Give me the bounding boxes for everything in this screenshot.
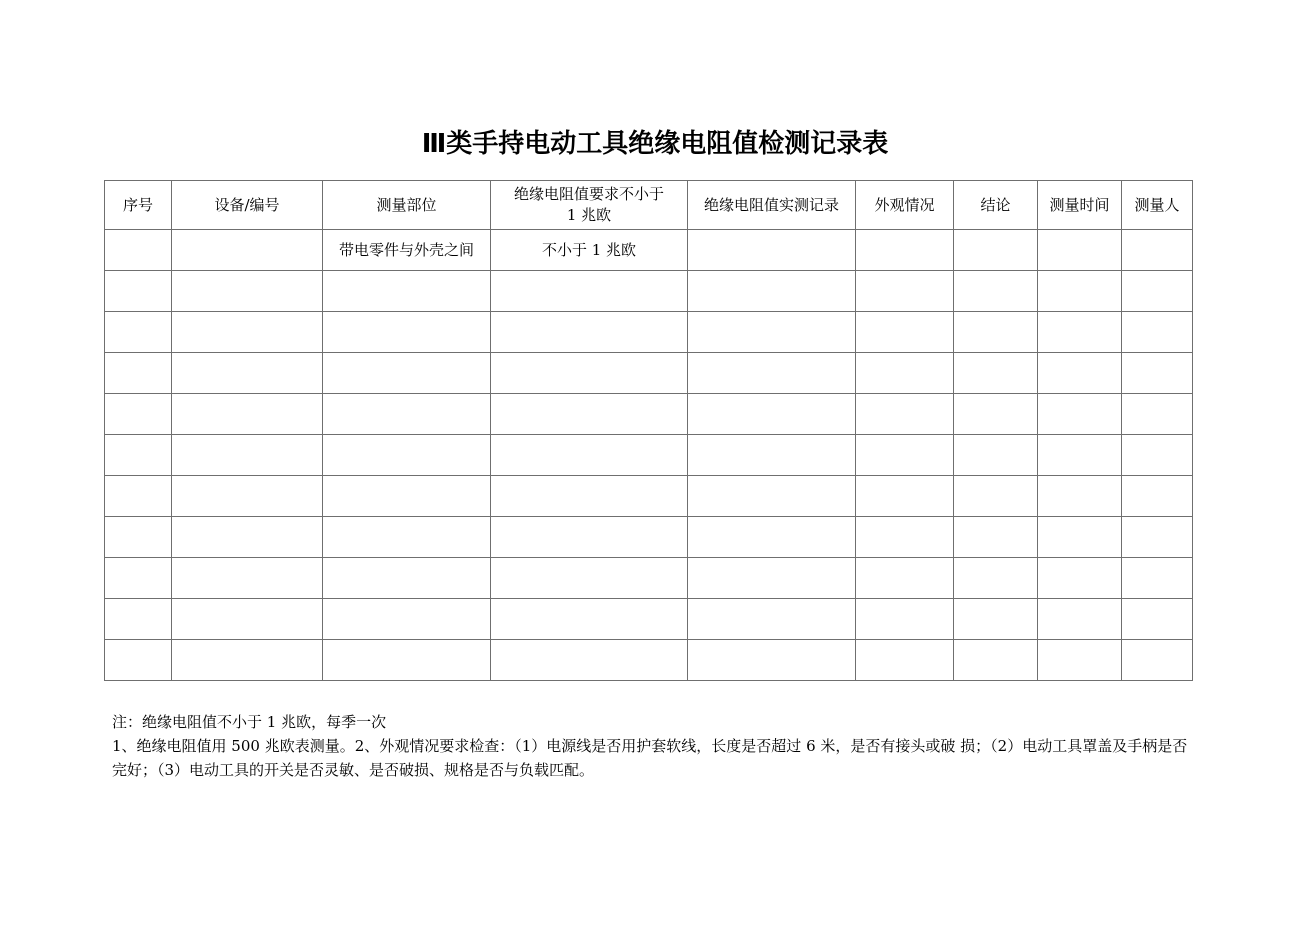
cell-measure-location xyxy=(323,394,491,435)
cell-measurer xyxy=(1122,435,1193,476)
cell-conclusion xyxy=(954,312,1038,353)
cell-appearance xyxy=(856,271,954,312)
cell-measure-time xyxy=(1038,394,1122,435)
cell-serial-no xyxy=(105,599,172,640)
header-equipment-id: 设备/编号 xyxy=(172,181,323,230)
cell-equipment-id xyxy=(172,599,323,640)
cell-measurer xyxy=(1122,640,1193,681)
cell-conclusion xyxy=(954,476,1038,517)
cell-equipment-id xyxy=(172,394,323,435)
cell-serial-no xyxy=(105,230,172,271)
cell-serial-no xyxy=(105,476,172,517)
cell-appearance xyxy=(856,558,954,599)
cell-resistance-measured xyxy=(688,640,856,681)
cell-measure-location xyxy=(323,517,491,558)
header-measure-location: 测量部位 xyxy=(323,181,491,230)
cell-measure-location xyxy=(323,476,491,517)
cell-serial-no xyxy=(105,640,172,681)
cell-resistance-requirement: 不小于 1 兆欧 xyxy=(491,230,688,271)
table-row xyxy=(105,476,1193,517)
cell-serial-no xyxy=(105,435,172,476)
cell-equipment-id xyxy=(172,640,323,681)
header-measurer: 测量人 xyxy=(1122,181,1193,230)
table-row xyxy=(105,312,1193,353)
cell-conclusion xyxy=(954,599,1038,640)
cell-measure-time xyxy=(1038,353,1122,394)
table-row xyxy=(105,558,1193,599)
cell-serial-no xyxy=(105,271,172,312)
cell-resistance-requirement xyxy=(491,353,688,394)
cell-resistance-measured xyxy=(688,312,856,353)
cell-measure-location xyxy=(323,640,491,681)
cell-appearance xyxy=(856,312,954,353)
cell-measurer xyxy=(1122,230,1193,271)
cell-conclusion xyxy=(954,353,1038,394)
cell-equipment-id xyxy=(172,312,323,353)
cell-measure-location xyxy=(323,312,491,353)
cell-measure-time xyxy=(1038,312,1122,353)
cell-resistance-measured xyxy=(688,230,856,271)
cell-equipment-id xyxy=(172,271,323,312)
cell-serial-no xyxy=(105,394,172,435)
cell-appearance xyxy=(856,517,954,558)
cell-serial-no xyxy=(105,353,172,394)
cell-appearance xyxy=(856,230,954,271)
table-header-row xyxy=(105,181,1193,230)
cell-resistance-requirement xyxy=(491,476,688,517)
cell-appearance xyxy=(856,599,954,640)
notes-section xyxy=(112,710,1202,782)
cell-equipment-id xyxy=(172,558,323,599)
cell-measurer xyxy=(1122,517,1193,558)
cell-appearance xyxy=(856,394,954,435)
cell-resistance-requirement xyxy=(491,271,688,312)
cell-measure-location: 带电零件与外壳之间 xyxy=(323,230,491,271)
cell-measure-location xyxy=(323,558,491,599)
cell-measure-location xyxy=(323,271,491,312)
cell-equipment-id xyxy=(172,230,323,271)
document-title: Ⅲ类手持电动工具绝缘电阻值检测记录表 xyxy=(421,129,889,159)
header-conclusion: 结论 xyxy=(954,181,1038,230)
cell-measure-time xyxy=(1038,640,1122,681)
header-resistance-requirement: 绝缘电阻值要求不小于 1 兆欧 xyxy=(491,181,688,230)
cell-measure-location xyxy=(323,599,491,640)
note-instructions: 1、绝缘电阻值用 500 兆欧表测量。2、外观情况要求检查：（1）电源线是否用护套软线，长度是否超过 6 米，是否有接头或破 损；（2）电动工具罩盖及手柄是否完好；（3）电动工具的开关是否灵敏、是否破损、规格是否与负载匹配。 xyxy=(112,737,1188,779)
cell-measure-time xyxy=(1038,230,1122,271)
cell-resistance-requirement xyxy=(491,312,688,353)
table-row xyxy=(105,353,1193,394)
cell-measure-time xyxy=(1038,476,1122,517)
cell-measure-time xyxy=(1038,599,1122,640)
cell-conclusion xyxy=(954,558,1038,599)
cell-resistance-measured xyxy=(688,558,856,599)
cell-conclusion xyxy=(954,394,1038,435)
cell-equipment-id xyxy=(172,517,323,558)
cell-resistance-requirement xyxy=(491,435,688,476)
header-serial-no: 序号 xyxy=(105,181,172,230)
cell-resistance-measured xyxy=(688,353,856,394)
cell-appearance xyxy=(856,476,954,517)
cell-resistance-measured xyxy=(688,599,856,640)
cell-measurer xyxy=(1122,394,1193,435)
cell-measurer xyxy=(1122,312,1193,353)
table-row xyxy=(105,271,1193,312)
cell-equipment-id xyxy=(172,353,323,394)
cell-measure-time xyxy=(1038,435,1122,476)
cell-measure-time xyxy=(1038,517,1122,558)
inspection-record-table xyxy=(104,180,1193,681)
cell-conclusion xyxy=(954,435,1038,476)
cell-measure-location xyxy=(323,435,491,476)
cell-equipment-id xyxy=(172,476,323,517)
cell-measurer xyxy=(1122,558,1193,599)
cell-conclusion xyxy=(954,271,1038,312)
cell-serial-no xyxy=(105,517,172,558)
cell-measurer xyxy=(1122,599,1193,640)
cell-resistance-requirement xyxy=(491,517,688,558)
cell-measurer xyxy=(1122,476,1193,517)
header-resistance-measured: 绝缘电阻值实测记录 xyxy=(688,181,856,230)
cell-conclusion xyxy=(954,230,1038,271)
cell-resistance-requirement xyxy=(491,599,688,640)
cell-resistance-measured xyxy=(688,394,856,435)
cell-resistance-requirement xyxy=(491,394,688,435)
cell-appearance xyxy=(856,435,954,476)
table-row xyxy=(105,230,1193,271)
table-row xyxy=(105,394,1193,435)
cell-resistance-measured xyxy=(688,517,856,558)
table-row xyxy=(105,517,1193,558)
header-appearance: 外观情况 xyxy=(856,181,954,230)
cell-conclusion xyxy=(954,517,1038,558)
cell-measure-time xyxy=(1038,558,1122,599)
note-summary: 注：绝缘电阻值不小于 1 兆欧，每季一次 xyxy=(112,713,387,731)
header-measure-time: 测量时间 xyxy=(1038,181,1122,230)
cell-equipment-id xyxy=(172,435,323,476)
cell-resistance-measured xyxy=(688,476,856,517)
cell-measurer xyxy=(1122,271,1193,312)
cell-resistance-requirement xyxy=(491,558,688,599)
cell-measure-time xyxy=(1038,271,1122,312)
cell-appearance xyxy=(856,640,954,681)
cell-measure-location xyxy=(323,353,491,394)
cell-conclusion xyxy=(954,640,1038,681)
table-row xyxy=(105,435,1193,476)
cell-serial-no xyxy=(105,312,172,353)
cell-resistance-measured xyxy=(688,271,856,312)
cell-resistance-measured xyxy=(688,435,856,476)
table-row xyxy=(105,640,1193,681)
cell-serial-no xyxy=(105,558,172,599)
cell-measurer xyxy=(1122,353,1193,394)
table-row xyxy=(105,599,1193,640)
cell-appearance xyxy=(856,353,954,394)
cell-resistance-requirement xyxy=(491,640,688,681)
